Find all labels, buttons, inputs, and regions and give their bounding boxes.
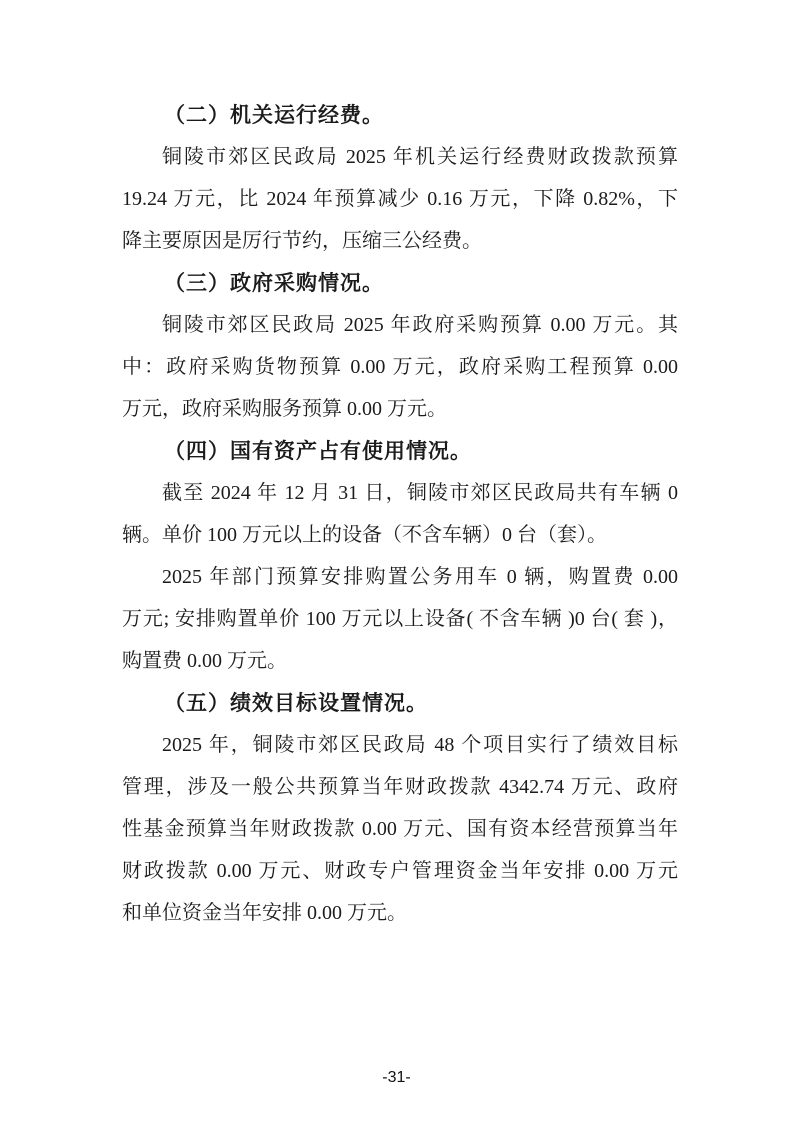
paragraph — [122, 136, 678, 262]
text-line: 万元; 安排购置单价 100 万元以上设备( 不含车辆 )0 台( 套 )， — [122, 608, 678, 630]
document-body — [122, 94, 678, 934]
text-line: 2025 年部门预算安排购置公务用车 0 辆，购置费 0.00 — [162, 566, 678, 588]
section-heading — [122, 262, 678, 304]
paragraph — [122, 304, 678, 430]
text-line: 降主要原因是厉行节约，压缩三公经费。 — [122, 230, 482, 252]
text-line: 铜陵市郊区民政局 2025 年政府采购预算 0.00 万元。其 — [162, 314, 678, 336]
text-line: 和单位资金当年安排 0.00 万元。 — [122, 902, 407, 924]
text-line: 中：政府采购货物预算 0.00 万元，政府采购工程预算 0.00 — [122, 356, 678, 378]
section-heading — [122, 682, 678, 724]
paragraph — [122, 472, 678, 556]
heading-line: （三）政府采购情况。 — [164, 271, 384, 295]
paragraph — [122, 556, 678, 682]
text-line: 万元，政府采购服务预算 0.00 万元。 — [122, 398, 447, 420]
section-heading — [122, 430, 678, 472]
text-line: 管理，涉及一般公共预算当年财政拨款 4342.74 万元、政府 — [122, 776, 678, 798]
page-footer — [0, 1066, 793, 1090]
heading-line: （五）绩效目标设置情况。 — [164, 691, 428, 715]
text-line: 截至 2024 年 12 月 31 日，铜陵市郊区民政局共有车辆 0 — [162, 482, 678, 504]
text-line: 铜陵市郊区民政局 2025 年机关运行经费财政拨款预算 — [162, 146, 678, 168]
text-line: 性基金预算当年财政拨款 0.00 万元、国有资本经营预算当年 — [122, 818, 678, 840]
heading-line: （二）机关运行经费。 — [164, 103, 384, 127]
text-line: 19.24 万元，比 2024 年预算减少 0.16 万元，下降 0.82%，下 — [122, 188, 678, 210]
paragraph — [122, 724, 678, 934]
page-number: -31- — [382, 1069, 411, 1086]
text-line: 辆。单价 100 万元以上的设备（不含车辆）0 台（套）。 — [122, 524, 607, 546]
text-line: 购置费 0.00 万元。 — [122, 650, 287, 672]
text-line: 财政拨款 0.00 万元、财政专户管理资金当年安排 0.00 万元 — [122, 860, 678, 882]
heading-line: （四）国有资产占有使用情况。 — [164, 439, 472, 463]
text-line: 2025 年，铜陵市郊区民政局 48 个项目实行了绩效目标 — [162, 734, 678, 756]
section-heading — [122, 94, 678, 136]
